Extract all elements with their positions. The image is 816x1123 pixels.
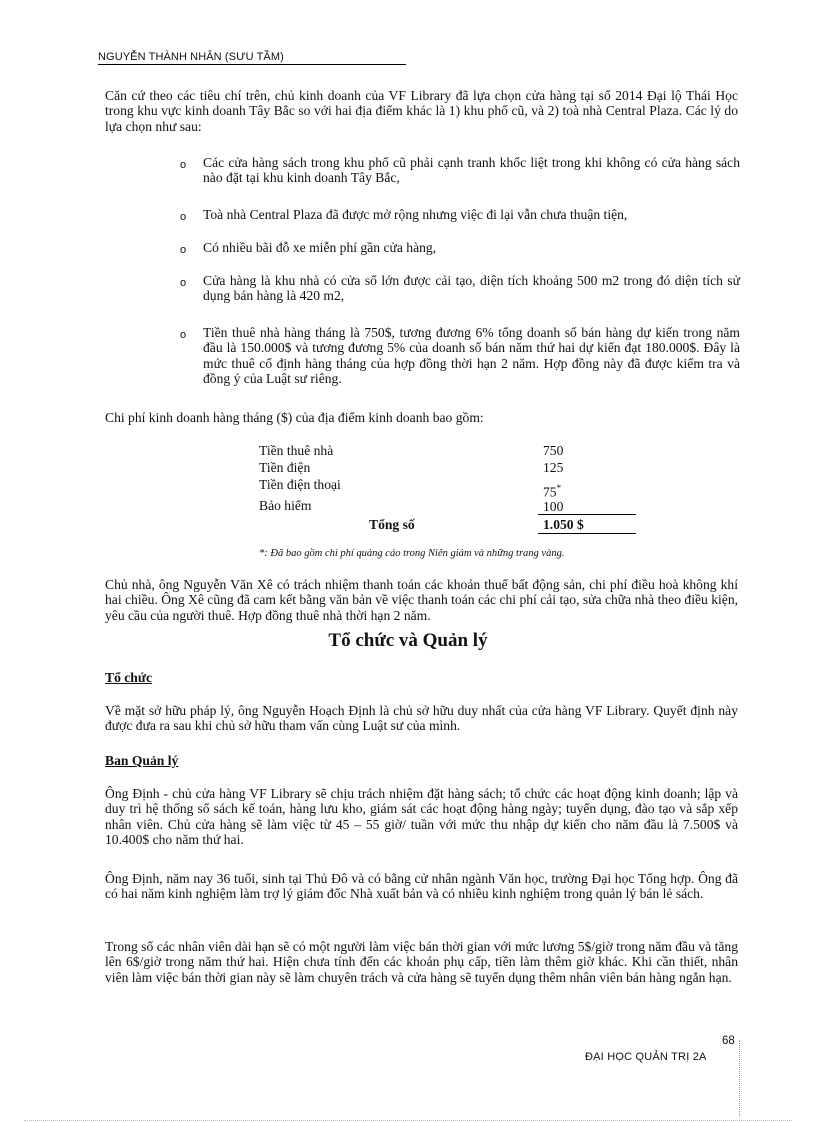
bullet-marker: o bbox=[180, 244, 187, 256]
list-item-text: Có nhiều bãi đỗ xe miễn phí gần cửa hàng, bbox=[203, 240, 437, 255]
footer-divider bbox=[739, 1040, 740, 1116]
org-paragraph: Về mặt sở hữu pháp lý, ông Nguyễn Hoạch Định là chủ sở hữu duy nhất của cửa hàng VF Library. Quyết định này được đưa ra sau khi chủ sở hữu tham vấn cùng Luật sư của mình. bbox=[105, 703, 738, 734]
cost-value: 75 bbox=[543, 484, 557, 500]
costs-intro: Chi phí kinh doanh hàng tháng ($) của địa điểm kinh doanh bao gồm: bbox=[105, 410, 484, 425]
cost-label: Tiền điện bbox=[259, 460, 311, 475]
list-item-text: Cửa hàng là khu nhà có cửa sổ lớn được cải tạo, diện tích khoảng 500 m2 trong đó diện tích sử dụng bán hàng là 420 m2, bbox=[203, 273, 740, 304]
org-subheading: Tổ chức bbox=[105, 670, 153, 685]
page-bottom-edge bbox=[24, 1120, 792, 1121]
list-item-text: Toà nhà Central Plaza đã được mở rộng nhưng việc đi lại vẫn chưa thuận tiện, bbox=[203, 207, 628, 222]
total-rule bbox=[538, 533, 636, 534]
landlord-paragraph: Chủ nhà, ông Nguyễn Văn Xê có trách nhiệm thanh toán các khoản thuế bất động sản, chi phí điều hoà không khí hai chiều. Ông Xê cũng đã cam kết bằng văn bản về việc thanh toán các chi phí cải tạo, sửa chữa nhà theo điều kiện, yêu cầu của người thuê. Hợp đồng thuê nhà thời hạn 2 năm. bbox=[105, 577, 739, 623]
cost-value: 100 bbox=[543, 499, 564, 514]
intro-paragraph: Căn cứ theo các tiêu chí trên, chủ kinh doanh của VF Library đã lựa chọn cửa hàng tại số 2014 Đại lộ Thái Học trong khu vực kinh doanh Tây Bắc so với hai địa điểm khác là 1) khu phố cũ, và 2) toà nhà Central Plaza. Các lý do lựa chọn như sau: bbox=[105, 88, 738, 134]
bullet-marker: o bbox=[180, 329, 187, 341]
cost-value: 750 bbox=[543, 443, 564, 458]
bullet-marker: o bbox=[180, 211, 187, 223]
mgmt-subheading: Ban Quản lý bbox=[105, 753, 179, 768]
cost-label: Bảo hiểm bbox=[259, 498, 312, 513]
page-header: NGUYỄN THÀNH NHÂN (SƯU TẦM) bbox=[98, 51, 406, 65]
cost-footnote: *: Đã bao gồm chi phí quảng cáo trong Niên giám và những trang vàng. bbox=[259, 548, 565, 559]
list-item-text: Các cửa hàng sách trong khu phố cũ phải cạnh tranh khốc liệt trong khi không có cửa hàng sách nào đặt tại khu kinh doanh Tây Bắc, bbox=[203, 155, 740, 186]
total-label: Tổng số bbox=[369, 517, 415, 532]
list-item bbox=[180, 207, 740, 222]
bullet-marker: o bbox=[180, 159, 187, 171]
mgmt-paragraph: Ông Định, năm nay 36 tuổi, sinh tại Thủ Đô và có bằng cử nhân ngành Văn học, trường Đại học Tổng hợp. Ông đã có hai năm kinh nghiệm làm trợ lý giám đốc Nhà xuất bản và có nhiều kinh nghiệm trong quản lý bán lẻ sách. bbox=[105, 871, 738, 902]
list-item bbox=[180, 273, 740, 304]
cost-label: Tiền điện thoại bbox=[259, 477, 341, 492]
page-footer: ĐẠI HỌC QUẢN TRỊ 2A bbox=[585, 1051, 707, 1063]
cost-value: 125 bbox=[543, 460, 564, 475]
total-value: 1.050 $ bbox=[543, 517, 584, 532]
bullet-marker: o bbox=[180, 277, 187, 289]
section-title: Tổ chức và Quản lý bbox=[328, 630, 488, 651]
page-number: 68 bbox=[722, 1035, 735, 1047]
list-item bbox=[180, 155, 740, 186]
cost-value-cell bbox=[543, 481, 561, 500]
footnote-marker: * bbox=[556, 483, 562, 493]
list-item-text: Tiền thuê nhà hàng tháng là 750$, tương đương 6% tổng doanh số bán hàng dự kiến trong năm đầu là 150.000$ và tương đương 5% của doanh số bán năm thứ hai dự kiến đạt 180.000$. Đây là mức thuê cố định hàng tháng của hợp đồng thời hạn 2 năm. Hợp đồng này đã được kiểm tra và đồng ý của Luật sư riêng. bbox=[203, 325, 740, 386]
cost-label: Tiền thuê nhà bbox=[259, 443, 334, 458]
mgmt-paragraph: Ông Định - chủ cửa hàng VF Library sẽ chịu trách nhiệm đặt hàng sách; tổ chức các hoạt động kinh doanh; lập và duy trì hệ thống sổ sách kế toán, hàng lưu kho, giám sát các hoạt động hàng ngày; tuyển dụng, đào tạo và sắp xếp nhân viên. Chủ cửa hàng sẽ làm việc từ 45 – 55 giờ/ tuần với mức thu nhập dự kiến cho năm đầu là 7.500$ và 10.400$ cho năm thứ hai. bbox=[105, 786, 738, 847]
list-item bbox=[180, 325, 740, 386]
sum-rule bbox=[538, 514, 636, 515]
mgmt-paragraph: Trong số các nhân viên dài hạn sẽ có một người làm việc bán thời gian với mức lương 5$/giờ trong năm đầu và tăng lên 6$/giờ trong năm thứ hai. Hiện chưa tính đến các khoản phụ cấp, tiền làm thêm giờ khác. Khi cần thiết, nhân viên làm việc bán thời gian này sẽ làm chuyên trách và cửa hàng sẽ tuyển dụng thêm nhân viên bán hàng ngắn hạn. bbox=[105, 939, 738, 985]
list-item bbox=[180, 240, 740, 255]
